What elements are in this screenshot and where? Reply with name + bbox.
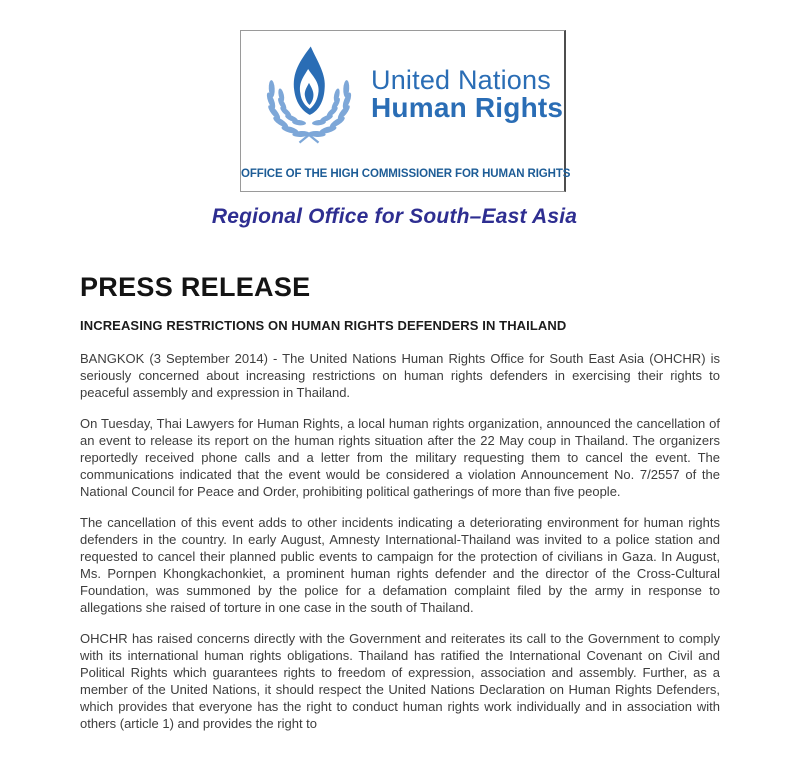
- unhr-logo-box: [240, 30, 571, 192]
- logo-united-nations-text: United Nations: [371, 64, 551, 95]
- logo-wordmark: [371, 64, 564, 124]
- press-release-title: PRESS RELEASE: [80, 272, 311, 302]
- paragraph-1: BANGKOK (3 September 2014) - The United Nations Human Rights Office for South East Asia (OHCHR) is seriously concerned about increasing restrictions on human rights defenders in exercising their rights to peaceful assembly and expression in Thailand.: [80, 351, 720, 400]
- paragraph-2: On Tuesday, Thai Lawyers for Human Rights, a local human rights organization, announced the cancellation of an event to release its report on the human rights situation after the 22 May coup in Thailand. The organizers reportedly received phone calls and a letter from the military requesting them to cancel the event. The communications indicated that the event would be considered a violation Announcement No. 7/2557 of the National Council for Peace and Order, prohibiting political gatherings of more than five people.: [80, 416, 720, 499]
- headline: INCREASING RESTRICTIONS ON HUMAN RIGHTS DEFENDERS IN THAILAND: [80, 318, 567, 333]
- logo-header: [241, 31, 564, 151]
- regional-office-subtitle: Regional Office for South–East Asia: [211, 205, 578, 228]
- document-body: [80, 272, 720, 746]
- logo-human-rights-text: Human Rights: [371, 92, 564, 124]
- paragraph-3: The cancellation of this event adds to other incidents indicating a deteriorating environment for human rights defenders in the country. In early August, Amnesty International-Thailand was invited to a police station and requested to cancel their planned public events to campaign for the protection of civilians in Gaza. In August, Ms. Pornpen Khongkachonkiet, a prominent human rights defender and the director of the Cross-Cultural Foundation, was summoned by the police for a defamation complaint filed by the army in response to allegations she raised of torture in one case in the south of Thailand.: [80, 515, 720, 615]
- paragraph-4: OHCHR has raised concerns directly with the Government and reiterates its call to the Government to comply with its international human rights obligations. Thailand has ratified the International Covenant on Civil and Political Rights which guarantees rights to freedom of expression, association and assembly. Further, as a member of the United Nations, it should respect the United Nations Declaration on Human Rights Defenders, which provides that everyone has the right to conduct human rights work individually and in association with others (article 1) and provides the right to: [80, 631, 720, 731]
- un-human-rights-emblem-icon: [257, 43, 361, 147]
- office-of-high-commissioner-text: OFFICE OF THE HIGH COMMISSIONER FOR HUMAN RIGHTS: [241, 168, 571, 180]
